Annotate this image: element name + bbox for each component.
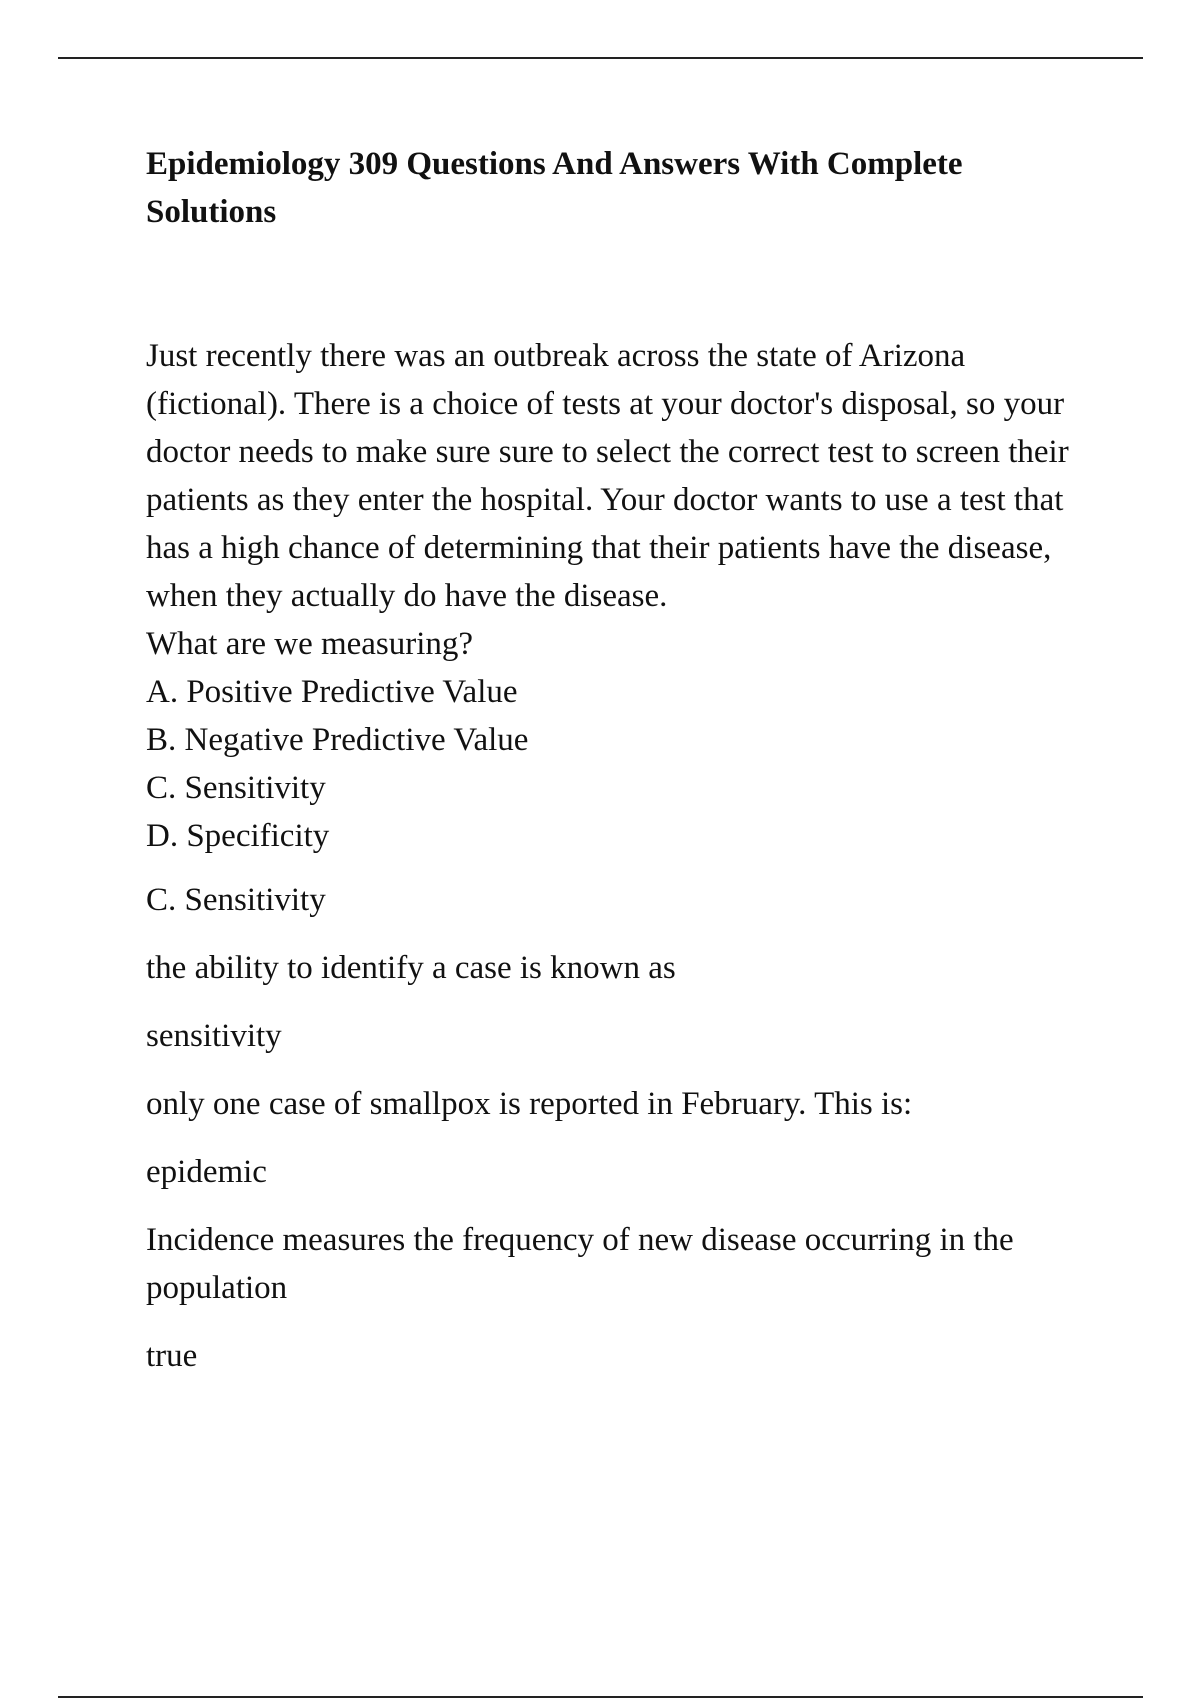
document-body [146, 140, 1086, 1380]
question-text: only one case of smallpox is reported in February. This is: [146, 1086, 913, 1122]
question-block [146, 332, 1086, 924]
question-text: Incidence measures the frequency of new disease occurring in the population [146, 1222, 1014, 1306]
option-d: D. Specificity [146, 818, 330, 854]
bottom-rule [58, 1696, 1143, 1698]
document-title: Epidemiology 309 Questions And Answers With Complete Solutions [146, 146, 963, 230]
option-b: B. Negative Predictive Value [146, 722, 529, 758]
top-rule [58, 57, 1143, 59]
answer-options [146, 668, 1086, 860]
question-prompt: What are we measuring? [146, 626, 474, 662]
option-a: A. Positive Predictive Value [146, 674, 518, 710]
answer-text: true [146, 1338, 198, 1374]
option-c: C. Sensitivity [146, 770, 326, 806]
question-stem: Just recently there was an outbreak across the state of Arizona (fictional). There is a choice of tests at your doctor's disposal, so your doctor needs to make sure sure to select the correct test to screen their patients as they enter the hospital. Your doctor wants to use a test that has a high chance of determining that their patients have the disease, when they actually do have the disease. [146, 338, 1069, 614]
answer-text: sensitivity [146, 1018, 282, 1054]
answer-text: epidemic [146, 1154, 267, 1190]
question-text: the ability to identify a case is known as [146, 950, 676, 986]
answer-text: C. Sensitivity [146, 882, 326, 918]
